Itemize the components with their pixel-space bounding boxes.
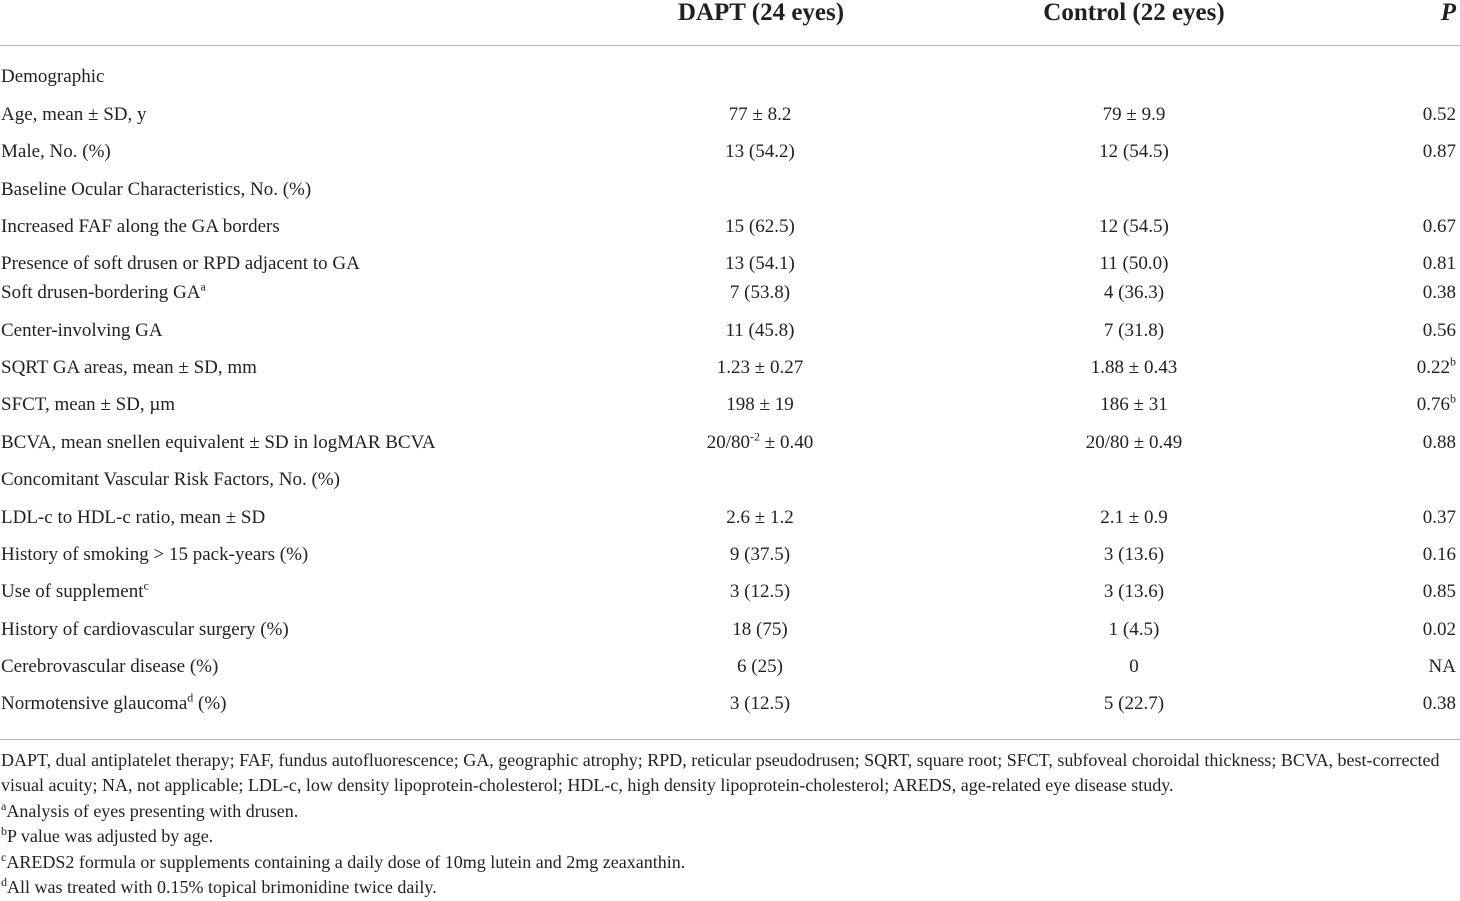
footnote-b <box>1 824 1459 849</box>
control-value <box>984 355 1284 381</box>
table-row <box>0 139 1460 165</box>
control-value <box>984 579 1284 605</box>
footnote-text: Analysis of eyes presenting with drusen. <box>6 801 299 821</box>
p-value-text: NA <box>1428 656 1456 677</box>
row-label-text: Cerebrovascular disease (%) <box>1 656 219 677</box>
p-value <box>1356 430 1456 456</box>
control-value-text: 5 (22.7) <box>1103 693 1165 714</box>
row-label-superscript: c <box>143 578 149 593</box>
row-label <box>1 392 175 418</box>
dapt-value-text: 3 (12.5) <box>729 581 791 602</box>
table-row <box>0 654 1460 680</box>
p-value-superscript: b <box>1450 391 1456 406</box>
table-row <box>0 505 1460 531</box>
dapt-value-text: 9 (37.5) <box>729 544 791 565</box>
row-label <box>1 280 206 306</box>
p-value-text: 0.87 <box>1422 141 1456 162</box>
p-value <box>1356 691 1456 717</box>
dapt-value <box>610 542 910 568</box>
control-value-text: 20/80 ± 0.49 <box>1085 432 1183 453</box>
dapt-value-text: 11 (45.8) <box>725 320 795 341</box>
p-value <box>1356 542 1456 568</box>
dapt-value-text: 2.6 ± 1.2 <box>726 507 794 528</box>
p-value <box>1356 251 1456 277</box>
control-value <box>984 139 1284 165</box>
row-label-text: LDL-c to HDL-c ratio, mean ± SD <box>1 507 266 528</box>
control-value <box>984 654 1284 680</box>
row-label <box>1 214 280 240</box>
row-label <box>1 467 340 493</box>
column-header-dapt: DAPT (24 eyes) <box>677 0 845 26</box>
dapt-value <box>610 280 910 306</box>
row-label-text: Concomitant Vascular Risk Factors, No. (%) <box>1 469 340 490</box>
row-label-text: Increased FAF along the GA borders <box>1 216 280 237</box>
dapt-value <box>610 214 910 240</box>
dapt-value <box>610 654 910 680</box>
p-value <box>1356 280 1456 306</box>
p-value <box>1356 355 1456 381</box>
table-row <box>0 64 1460 90</box>
control-value <box>984 505 1284 531</box>
column-header-p-value: P <box>1440 0 1456 26</box>
row-label <box>1 430 436 456</box>
p-value-text: 0.85 <box>1422 581 1456 602</box>
header-rule <box>0 45 1460 46</box>
p-value <box>1356 579 1456 605</box>
control-value-text: 1 (4.5) <box>1108 619 1160 640</box>
dapt-value <box>610 355 910 381</box>
dapt-value <box>610 139 910 165</box>
table-row <box>0 102 1460 128</box>
control-value-text: 186 ± 31 <box>1100 394 1168 415</box>
control-value-text: 79 ± 9.9 <box>1102 104 1166 125</box>
table-row <box>0 579 1460 605</box>
p-value-text: 0.52 <box>1422 104 1456 125</box>
p-value-text: 0.16 <box>1422 544 1456 565</box>
table-row <box>0 177 1460 203</box>
row-label <box>1 177 311 203</box>
p-value <box>1356 505 1456 531</box>
row-label-text: Use of supplement <box>1 581 144 602</box>
row-label <box>1 505 265 531</box>
footnote-text: P value was adjusted by age. <box>7 826 214 846</box>
footnote-mark: d <box>1 875 7 889</box>
p-value <box>1356 214 1456 240</box>
dapt-value <box>610 318 910 344</box>
row-label <box>1 102 147 128</box>
footnote-text: All was treated with 0.15% topical brimonidine twice daily. <box>7 877 437 897</box>
control-value-text: 1.88 ± 0.43 <box>1090 357 1178 378</box>
row-label-text: Baseline Ocular Characteristics, No. (%) <box>1 179 312 200</box>
p-value <box>1356 102 1456 128</box>
footnote-mark: a <box>1 799 7 813</box>
p-value-text: 0.76 <box>1416 394 1450 415</box>
row-label-text: Age, mean ± SD, y <box>1 104 147 125</box>
dapt-value <box>610 251 910 277</box>
row-label-text: Male, No. (%) <box>1 141 111 162</box>
control-value-text: 4 (36.3) <box>1103 282 1165 303</box>
table-row <box>0 355 1460 381</box>
control-value-text: 0 <box>1129 656 1139 677</box>
dapt-value-text: 77 ± 8.2 <box>728 104 792 125</box>
control-value-text: 2.1 ± 0.9 <box>1100 507 1168 528</box>
row-label <box>1 617 289 643</box>
dapt-value-text: 18 (75) <box>732 619 788 640</box>
dapt-value-text: 3 (12.5) <box>729 693 791 714</box>
dapt-value <box>610 102 910 128</box>
dapt-value-text: 13 (54.1) <box>725 253 795 274</box>
row-label <box>1 64 104 90</box>
row-label <box>1 251 360 277</box>
dapt-value <box>610 505 910 531</box>
footnote-d <box>1 875 1459 900</box>
control-value <box>984 318 1284 344</box>
footnote-c <box>1 850 1459 875</box>
footnote-mark: c <box>1 850 7 864</box>
dapt-value <box>610 617 910 643</box>
row-label-text: BCVA, mean snellen equivalent ± SD in logMAR BCVA <box>1 432 436 453</box>
row-label-text: Soft drusen-bordering GA <box>1 282 201 303</box>
p-value-text: 0.88 <box>1422 432 1456 453</box>
p-value-text: 0.02 <box>1422 619 1456 640</box>
dapt-value-text: 13 (54.2) <box>725 141 795 162</box>
row-label <box>1 355 257 381</box>
table-row <box>0 617 1460 643</box>
dapt-value <box>610 691 910 717</box>
control-value <box>984 617 1284 643</box>
table-row <box>0 430 1460 456</box>
dapt-value-suffix: ± 0.40 <box>760 432 814 453</box>
row-label-text: Presence of soft drusen or RPD adjacent to GA <box>1 253 360 274</box>
control-value <box>984 102 1284 128</box>
p-value <box>1356 654 1456 680</box>
p-value-text: 0.22 <box>1416 357 1450 378</box>
row-label <box>1 579 149 605</box>
p-value <box>1356 318 1456 344</box>
row-label <box>1 654 218 680</box>
table-row <box>0 280 1460 306</box>
control-value <box>984 430 1284 456</box>
row-label-superscript: d <box>187 690 194 705</box>
dapt-value-text: 15 (62.5) <box>725 216 795 237</box>
dapt-value <box>610 579 910 605</box>
p-value-text: 0.37 <box>1422 507 1456 528</box>
control-value-text: 3 (13.6) <box>1103 581 1165 602</box>
table-row <box>0 467 1460 493</box>
row-label-text: Demographic <box>1 66 105 87</box>
control-value-text: 7 (31.8) <box>1103 320 1165 341</box>
footnote-a <box>1 799 1459 824</box>
row-label-text: SFCT, mean ± SD, µm <box>1 394 176 415</box>
control-value-text: 12 (54.5) <box>1099 141 1169 162</box>
control-value <box>984 251 1284 277</box>
row-label <box>1 542 308 568</box>
row-label-text: History of cardiovascular surgery (%) <box>1 619 289 640</box>
row-label-text: Center-involving GA <box>1 320 163 341</box>
control-value <box>984 214 1284 240</box>
dapt-value <box>610 430 910 456</box>
control-value <box>984 691 1284 717</box>
dapt-value-text: 6 (25) <box>737 656 783 677</box>
row-label-superscript: a <box>200 279 206 294</box>
row-label-suffix: (%) <box>193 693 227 714</box>
control-value-text: 12 (54.5) <box>1099 216 1169 237</box>
row-label <box>1 139 111 165</box>
dapt-value-text: 1.23 ± 0.27 <box>716 357 804 378</box>
p-value <box>1356 139 1456 165</box>
table-row <box>0 691 1460 717</box>
table-row <box>0 392 1460 418</box>
row-label <box>1 691 227 717</box>
table-row <box>0 251 1460 277</box>
p-value-text: 0.38 <box>1422 693 1456 714</box>
p-value-text: 0.81 <box>1422 253 1456 274</box>
footnote-text: AREDS2 formula or supplements containing a daily dose of 10mg lutein and 2mg zeaxanthin. <box>6 852 686 872</box>
table-row <box>0 318 1460 344</box>
column-header-control: Control (22 eyes) <box>1043 0 1225 26</box>
dapt-value-text: 20/80 <box>706 432 751 453</box>
dapt-value-text: 7 (53.8) <box>729 282 791 303</box>
table-row <box>0 214 1460 240</box>
row-label-text: SQRT GA areas, mean ± SD, mm <box>1 357 257 378</box>
footnote-abbreviations: DAPT, dual antiplatelet therapy; FAF, fundus autofluorescence; GA, geographic atrophy; RPD, reticular pseudodrusen; SQRT, square root; SFCT, subfoveal choroidal thickness; BCVA, best-corrected visual acuity; NA, not applicable; LDL-c, low density lipoprotein-cholesterol; HDL-c, high density lipoprotein-cholesterol; AREDS, age-related eye disease study. <box>1 750 1440 795</box>
p-value-text: 0.38 <box>1422 282 1456 303</box>
row-label <box>1 318 163 344</box>
dapt-value <box>610 392 910 418</box>
row-label-text: History of smoking > 15 pack-years (%) <box>1 544 309 565</box>
p-value-superscript: b <box>1450 354 1456 369</box>
table-row <box>0 542 1460 568</box>
p-value <box>1356 392 1456 418</box>
row-label-text: Normotensive glaucoma <box>1 693 188 714</box>
control-value <box>984 280 1284 306</box>
control-value-text: 3 (13.6) <box>1103 544 1165 565</box>
dapt-value-text: 198 ± 19 <box>726 394 794 415</box>
p-value <box>1356 617 1456 643</box>
p-value-text: 0.56 <box>1422 320 1456 341</box>
p-value-text: 0.67 <box>1422 216 1456 237</box>
dapt-value-superscript: -2 <box>750 429 761 444</box>
bottom-rule <box>0 739 1460 740</box>
control-value <box>984 542 1284 568</box>
footnote-mark: b <box>1 824 7 838</box>
control-value <box>984 392 1284 418</box>
control-value-text: 11 (50.0) <box>1099 253 1169 274</box>
